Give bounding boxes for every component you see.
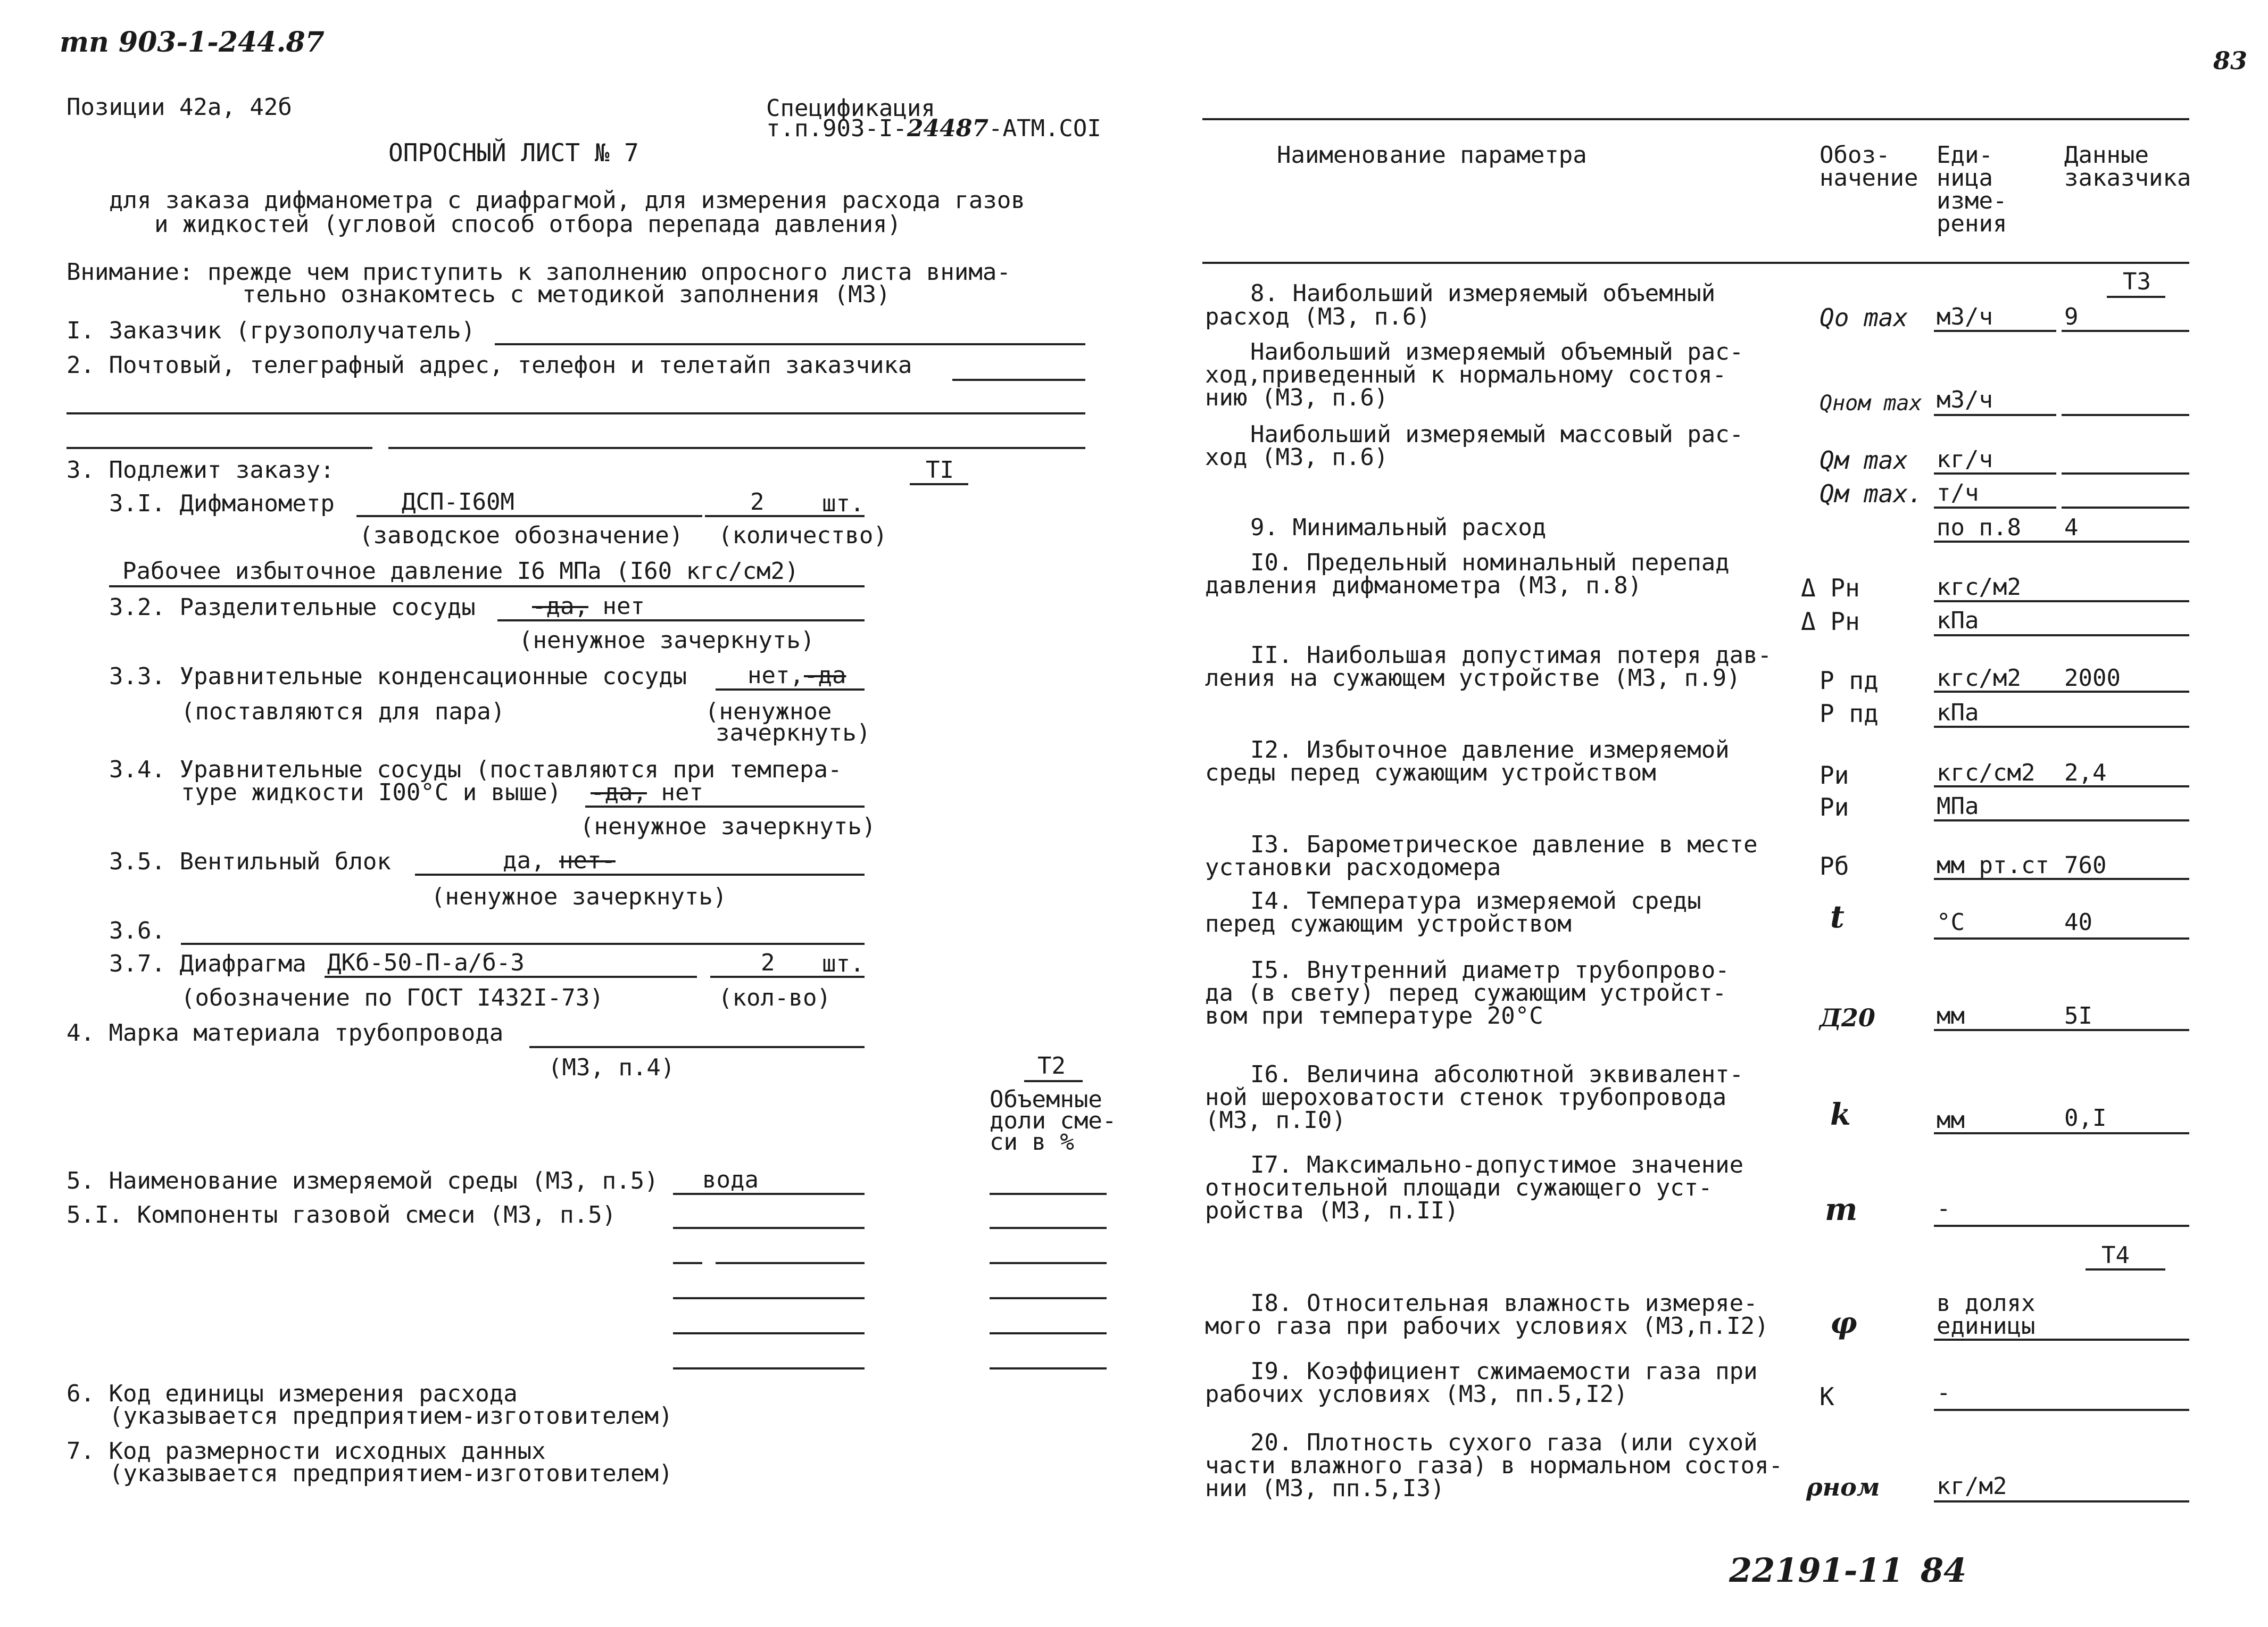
item-7-line-2: (указывается предприятием-изготовителем) (109, 1460, 673, 1487)
row-17-line-3: ройства (МЗ, п.II) (1205, 1197, 1459, 1224)
row-17-line-2: относительной площади сужающего уст- (1205, 1174, 1713, 1201)
item-3-1-value[interactable]: ДСП-I60М (402, 488, 514, 516)
row-20-line-2: части влажного газа) в нормальном состоя- (1205, 1452, 1783, 1479)
row-13-line-1: I3. Барометрическое давление в месте (1250, 831, 1758, 858)
item-2-extra-line-2b[interactable] (388, 447, 1085, 449)
t4-underline (2086, 1268, 2165, 1271)
item-5-value[interactable]: вода (702, 1166, 759, 1193)
item-6-line-1: 6. Код единицы измерения расхода (67, 1380, 518, 1407)
row-9-value[interactable]: 4 (2064, 514, 2079, 541)
table-t1-label: TI (926, 456, 954, 484)
row-12-line-2: среды перед сужающим устройством (1205, 759, 1656, 786)
item-3-2-label: 3.2. Разделительные сосуды (109, 594, 476, 621)
item-2-address: 2. Почтовый, телеграфный адрес, телефон и телетайп заказчика (67, 352, 912, 379)
item-3-7-label: 3.7. Диафрагма (109, 950, 306, 977)
row-17-unit[interactable]: - (1937, 1195, 1951, 1222)
header-designation-2: начение (1820, 164, 1918, 192)
row-13-value[interactable]: 760 (2064, 852, 2107, 879)
row-14-unit[interactable]: °C (1937, 909, 1965, 936)
row-11-value[interactable]: 2000 (2064, 665, 2121, 692)
row-8c-line-1: Наибольший измеряемый массовый рас- (1250, 421, 1744, 448)
item-3-4-struck: -да, (591, 779, 647, 806)
item-5-1-components: 5.I. Компоненты газовой смеси (МЗ, п.5) (67, 1201, 617, 1228)
row-20-symbol: ρном (1806, 1473, 1880, 1501)
row-10-symbol: Δ Рн (1801, 574, 1860, 602)
row-8b-unit-line (1934, 414, 2056, 416)
row-8-unit-line (1934, 330, 2056, 332)
row-13-line-2: установки расходомера (1205, 854, 1501, 881)
comp-vol-line-1[interactable] (990, 1227, 1107, 1229)
vol-fraction-3: си в % (990, 1128, 1074, 1156)
item-3-5-kept: да, (503, 847, 559, 874)
row-20-line-1: 20. Плотность сухого газа (или сухой (1250, 1429, 1758, 1456)
comp-line-5[interactable] (673, 1367, 865, 1369)
row-9-unit[interactable]: по п.8 (1937, 514, 2021, 541)
row-14-line-2: перед сужающим устройством (1205, 910, 1572, 937)
item-3-6-label: 3.6. (109, 917, 165, 944)
row-12b-unit[interactable]: МПа (1937, 793, 1979, 820)
row-15-unit[interactable]: мм (1937, 1002, 1965, 1030)
row-11-symbol: Р пд (1820, 666, 1879, 695)
row-11b-symbol: Р пд (1820, 699, 1879, 728)
item-3-1-caption-qty: (количество) (718, 522, 887, 549)
row-18-line-1: I8. Относительная влажность измеряе- (1250, 1290, 1758, 1317)
row-8-symbol: Qo max (1820, 303, 1908, 332)
table-t3-label: T3 (2123, 268, 2151, 295)
row-13-symbol: Рб (1820, 852, 1849, 881)
header-name: Наименование параметра (1277, 142, 1587, 169)
row-8c-unit-line (1934, 472, 2056, 475)
row-12-value[interactable]: 2,4 (2064, 759, 2107, 786)
row-8b-symbol: Qном max (1820, 391, 1922, 416)
row-14-line-1: I4. Температура измеряемой среды (1250, 887, 1701, 915)
item-1-customer: I. Заказчик (грузополучатель) (67, 317, 476, 344)
item-3-2-struck: -да, (532, 593, 588, 620)
t1-underline (910, 483, 968, 485)
row-19-line-2: рабочих условиях (МЗ, пп.5,I2) (1205, 1381, 1628, 1408)
item-5-vol-line[interactable] (990, 1193, 1107, 1195)
document-id-handwritten: тп 903-1-244.87 (60, 26, 325, 59)
subtitle-line-1: для заказа дифманометра с диафрагмой, для измерения расхода газов (109, 187, 1025, 214)
item-4-line[interactable] (529, 1046, 865, 1048)
table-top-rule (1202, 118, 2189, 120)
comp-line-2b[interactable] (716, 1262, 865, 1264)
table-t2-label: T2 (1037, 1052, 1066, 1080)
row-11-line-2: ления на сужающем устройстве (МЗ, п.9) (1205, 665, 1741, 692)
item-3-7-unit: шт. (822, 950, 865, 977)
row-18-unit-1[interactable]: в долях (1937, 1290, 2036, 1317)
row-20-line (1934, 1500, 2189, 1503)
row-8b-line-2: ход,приведенный к нормальному состоя- (1205, 361, 1727, 388)
row-16-unit[interactable]: мм (1937, 1107, 1965, 1134)
row-19-line-1: I9. Коэффициент сжимаемости газа при (1250, 1358, 1758, 1385)
item-3-5-crossout-hint: (ненужное зачеркнуть) (431, 883, 727, 910)
item-3-1-unit: шт. (822, 490, 865, 517)
row-16-symbol: k (1830, 1097, 1851, 1132)
item-3-1-caption-designation: (заводское обозначение) (359, 522, 684, 549)
row-12-line (1934, 785, 2189, 787)
page-title: ОПРОСНЫЙ ЛИСТ № 7 (388, 138, 639, 167)
row-14-symbol: t (1830, 899, 1845, 935)
row-8-unit[interactable]: м3/ч (1937, 303, 1993, 330)
vol-fraction-2: доли сме- (990, 1107, 1117, 1134)
row-16-line-3: (МЗ, п.I0) (1205, 1107, 1346, 1134)
item-3-6-line[interactable] (181, 943, 865, 945)
row-15-symbol: Д20 (1820, 1003, 1875, 1032)
item-6-line-2: (указывается предприятием-изготовителем) (109, 1402, 673, 1430)
row-14-line (1934, 937, 2189, 940)
row-8b-unit[interactable]: м3/ч (1937, 386, 1993, 413)
item-3-3-value[interactable] (747, 664, 846, 687)
row-8b-line-3: нию (МЗ, п.6) (1205, 384, 1389, 411)
item-2-extra-line-2a[interactable] (67, 447, 372, 449)
item-3-3-label: 3.3. Уравнительные конденсационные сосуды (109, 663, 687, 690)
working-pressure-line (109, 585, 865, 587)
spec-code (766, 117, 1101, 140)
table-header-rule (1202, 262, 2189, 264)
t2-underline (1024, 1080, 1083, 1082)
spec-code-prefix: т.п.903-I- (766, 115, 907, 142)
item-4-ref: (МЗ, п.4) (548, 1054, 675, 1081)
item-3-1-label: 3.I. Дифманометр (109, 490, 335, 517)
row-18-line (1934, 1339, 2189, 1341)
item-3-7-caption-qty: (кол-во) (718, 984, 831, 1011)
header-unit-1: Еди- (1937, 142, 1993, 169)
item-3-3-crossout-a: (ненужное (705, 698, 832, 725)
row-9-line (1934, 541, 2189, 543)
row-8c-unit[interactable]: кг/ч (1937, 446, 1993, 473)
row-20-unit[interactable]: кг/м2 (1937, 1473, 2007, 1500)
attention-line-1: Внимание: прежде чем приступить к заполнению опросного листа внима- (67, 259, 1011, 286)
spec-label: Спецификация (766, 95, 935, 122)
row-11b-line (1934, 726, 2189, 728)
vol-fraction-1: Объемные (990, 1086, 1102, 1113)
row-12-unit[interactable]: кгс/см2 (1937, 759, 2036, 786)
item-5-medium: 5. Наименование измеряемой среды (МЗ, п.5) (67, 1167, 659, 1194)
item-4-material: 4. Марка материала трубопровода (67, 1019, 504, 1047)
row-16-line-2: ной шероховатости стенок трубопровода (1205, 1084, 1727, 1111)
row-8d-value-line[interactable] (2062, 507, 2189, 509)
row-10-line-1: I0. Предельный номинальный перепад (1250, 549, 1730, 576)
item-3-2-crossout-hint: (ненужное зачеркнуть) (519, 627, 815, 654)
comp-line-4[interactable] (673, 1332, 865, 1334)
row-15-line-1: I5. Внутренний диаметр трубопрово- (1250, 957, 1730, 984)
item-3-7-qty[interactable]: 2 (761, 949, 775, 976)
item-3-7-caption-gost: (обозначение по ГОСТ I432I-73) (181, 984, 604, 1011)
table-t4-label: T4 (2101, 1242, 2130, 1269)
positions-label: Позиции 42а, 42б (67, 94, 292, 121)
row-14-value[interactable]: 40 (2064, 909, 2092, 936)
spec-code-handwritten: 24487 (907, 115, 988, 142)
row-11b-unit[interactable]: кПа (1937, 699, 1979, 726)
comp-vol-line-3[interactable] (990, 1297, 1107, 1299)
item-3-3-kept: нет, (747, 662, 804, 689)
row-20-line-3: нии (МЗ, пп.5,I3) (1205, 1475, 1445, 1502)
comp-vol-line-5[interactable] (990, 1367, 1107, 1369)
comp-line-1[interactable] (673, 1227, 865, 1229)
row-15-value[interactable]: 5I (2064, 1002, 2092, 1030)
row-13-unit[interactable]: мм рт.ст (1937, 852, 2049, 879)
item-3-3-note: (поставляются для пара) (181, 698, 505, 725)
row-10-unit[interactable]: кгс/м2 (1937, 574, 2021, 601)
item-3-2-line (497, 619, 865, 621)
header-data-1: Данные (2064, 142, 2149, 169)
header-unit-4: рения (1937, 210, 2007, 237)
row-19-symbol: К (1820, 1382, 1834, 1411)
t3-underline (2107, 296, 2165, 298)
row-8-value-line (2062, 330, 2189, 332)
row-10b-symbol: Δ Рн (1801, 607, 1860, 636)
row-10-line (1934, 600, 2189, 602)
bottom-page-number: 84 (1921, 1551, 1967, 1590)
row-8b-line-1: Наибольший измеряемый объемный рас- (1250, 338, 1744, 366)
item-3-4-kept: нет (646, 779, 703, 806)
comp-vol-line-4[interactable] (990, 1332, 1107, 1334)
row-11-unit[interactable]: кгс/м2 (1937, 665, 2021, 692)
item-3-4-crossout-hint: (ненужное зачеркнуть) (580, 813, 876, 840)
working-pressure[interactable]: Рабочее избыточное давление I6 МПа (I60 кгс/см2) (122, 558, 799, 585)
row-10b-line (1934, 634, 2189, 636)
page-number-top: 83 (2213, 46, 2248, 75)
row-17-symbol: m (1825, 1191, 1858, 1227)
row-9-label: 9. Минимальный расход (1250, 514, 1547, 541)
item-2-field-line[interactable] (952, 379, 1085, 381)
row-8-value[interactable]: 9 (2064, 303, 2079, 330)
bottom-code-handwritten: 22191-11 (1729, 1551, 1904, 1590)
row-8b-value-line[interactable] (2062, 414, 2189, 416)
row-15-line-2: да (в свету) перед сужающим устройст- (1205, 979, 1727, 1007)
row-10-line-2: давления дифманометра (МЗ, п.8) (1205, 572, 1642, 599)
row-16-line (1934, 1132, 2189, 1134)
row-8-line-1: 8. Наибольший измеряемый объемный (1250, 280, 1716, 307)
item-3-4-line-1: 3.4. Уравнительные сосуды (поставляются при темпера- (109, 756, 842, 783)
attention-line-2: тельно ознакомтесь с методикой заполнения (МЗ) (242, 281, 891, 308)
row-19-line (1934, 1409, 2189, 1411)
row-8d-unit[interactable]: т/ч (1937, 479, 1979, 507)
item-1-field-line[interactable] (495, 343, 1085, 345)
item-3-2-value[interactable] (532, 595, 645, 618)
spec-code-suffix: -АТМ.COI (988, 115, 1101, 142)
item-3-3-crossout-b: зачеркнуть) (716, 719, 871, 746)
row-12-symbol: Ри (1820, 761, 1849, 790)
item-5-line (673, 1193, 865, 1195)
row-8d-unit-line (1934, 507, 2056, 509)
item-3-3-struck: -да (803, 662, 846, 689)
item-3-4-value[interactable] (591, 781, 703, 804)
row-15-line-3: вом при температуре 20°C (1205, 1002, 1543, 1030)
row-18-symbol: φ (1830, 1306, 1857, 1341)
item-7-line-1: 7. Код размерности исходных данных (67, 1438, 546, 1465)
row-10b-unit[interactable]: кПа (1937, 607, 1979, 634)
row-18-line-2: мого газа при рабочих условиях (МЗ,п.I2) (1205, 1313, 1769, 1340)
row-13-line (1934, 878, 2189, 880)
item-3-2-kept: нет (588, 593, 645, 620)
item-3-4-line (585, 806, 865, 808)
subtitle-line-2: и жидкостей (угловой способ отбора перепада давления) (154, 211, 901, 238)
item-3-7-value[interactable]: ДКб-50-П-а/б-3 (327, 949, 525, 976)
item-3-1-line (356, 515, 702, 517)
item-2-extra-line-1[interactable] (67, 412, 1085, 414)
row-11-line-1: II. Наибольшая допустимая потеря дав- (1250, 642, 1772, 669)
item-3-5-struck: нет- (559, 847, 616, 874)
row-12b-symbol: Ри (1820, 793, 1849, 821)
item-3-1-qty[interactable]: 2 (750, 488, 765, 516)
header-unit-2: ница (1937, 164, 1993, 192)
row-8-line-2: расход (МЗ, п.6) (1205, 303, 1431, 330)
row-8c-symbol: Qм max (1820, 446, 1908, 475)
header-data-2: заказчика (2064, 164, 2191, 192)
row-8c-value-line[interactable] (2062, 472, 2189, 475)
item-3-4-line-2: туре жидкости I00°C и выше) (181, 779, 562, 806)
row-19-unit[interactable]: - (1937, 1379, 1951, 1406)
item-3-5-label: 3.5. Вентильный блок (109, 848, 391, 875)
item-3-7-line (325, 976, 697, 978)
row-16-value[interactable]: 0,I (2064, 1105, 2107, 1132)
header-designation-1: Обоз- (1820, 142, 1890, 169)
row-8c-line-2: ход (МЗ, п.6) (1205, 444, 1389, 471)
item-3-5-value[interactable] (503, 849, 616, 873)
row-17-line (1934, 1225, 2189, 1227)
row-17-line-1: I7. Максимально-допустимое значение (1250, 1151, 1744, 1178)
item-3-order: 3. Подлежит заказу: (67, 456, 335, 484)
item-3-5-line (415, 874, 865, 876)
comp-line-2a[interactable] (673, 1262, 702, 1264)
row-12-line-1: I2. Избыточное давление измеряемой (1250, 736, 1730, 763)
comp-line-3[interactable] (673, 1297, 865, 1299)
row-16-line-1: I6. Величина абсолютной эквивалент- (1250, 1061, 1744, 1088)
header-unit-3: изме- (1937, 187, 2007, 214)
row-11-line (1934, 691, 2189, 693)
comp-vol-line-2[interactable] (990, 1262, 1107, 1264)
row-8d-symbol: Qм max. (1820, 479, 1923, 508)
row-18-unit-2[interactable]: единицы (1937, 1313, 2036, 1340)
row-12b-line (1934, 819, 2189, 821)
row-15-line (1934, 1029, 2189, 1031)
item-3-3-line (716, 688, 865, 691)
